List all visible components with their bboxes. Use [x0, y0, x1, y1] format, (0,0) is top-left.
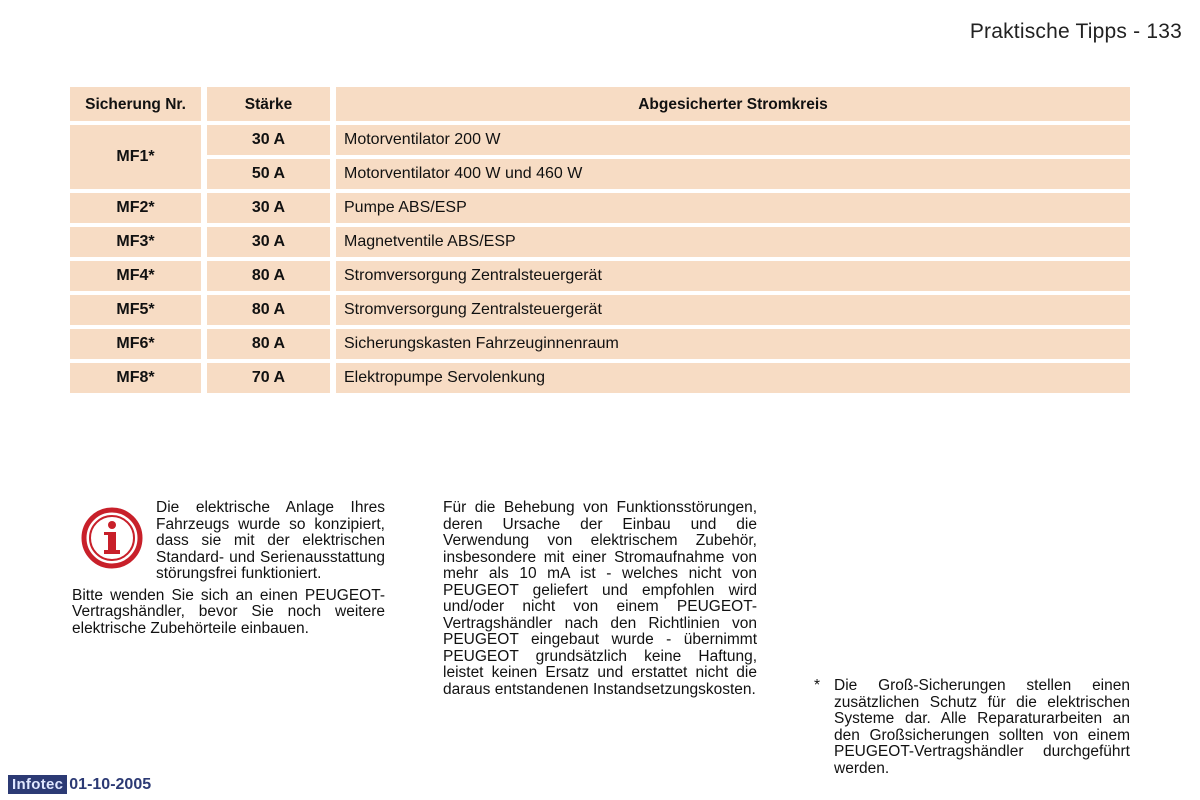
footnote-text: Die Groß-Sicherungen stellen einen zusätzlichen Schutz für die elektrischen Systeme dar. Alle Reparaturarbeiten an den Großsicherungen sollten von einem PEUGEOT-Vertragshändler durchgeführt werden. [834, 677, 1130, 777]
fuse-circuit-cell: Stromversorgung Zentralsteuergerät [336, 261, 1130, 291]
table-row [70, 295, 1130, 325]
fuse-rating-cell: 70 A [207, 363, 330, 393]
info-paragraph-1: Die elektrische Anlage Ihres Fahrzeugs wurde so konzipiert, dass sie mit der elektrischen Standard- und Serienausstattung störungsfrei funktioniert. [156, 499, 385, 582]
table-row [70, 159, 1130, 189]
fuse-nr-cell: MF3* [70, 227, 201, 257]
footnote-star: * [814, 677, 821, 694]
fuse-circuit-cell: Motorventilator 400 W und 460 W [336, 159, 1130, 189]
table-row [70, 363, 1130, 393]
fuse-rating-cell: 80 A [207, 295, 330, 325]
fuse-nr-cell: MF6* [70, 329, 201, 359]
liability-notice [443, 500, 757, 698]
infotec-logo: Infotec [8, 775, 67, 794]
table-header-row [70, 87, 1130, 121]
table-row [70, 125, 1130, 155]
fuse-rating-cell: 30 A [207, 193, 330, 223]
table-row [70, 261, 1130, 291]
footer-date: 01-10-2005 [69, 775, 152, 793]
table-row [70, 227, 1130, 257]
table-row [70, 193, 1130, 223]
info-paragraph-2: Bitte wenden Sie sich an einen PEUGEOT-Vertragshändler, bevor Sie noch weitere elektrische Zubehörteile einbauen. [72, 586, 385, 637]
fuse-nr-cell: MF2* [70, 193, 201, 223]
info-icon [80, 506, 144, 570]
fuse-circuit-cell: Elektropumpe Servolenkung [336, 363, 1130, 393]
fuse-rating-cell: 80 A [207, 329, 330, 359]
fuse-nr-cell: MF8* [70, 363, 201, 393]
info-notice [72, 500, 385, 637]
fuse-circuit-cell: Pumpe ABS/ESP [336, 193, 1130, 223]
fuse-circuit-cell: Motorventilator 200 W [336, 125, 1130, 155]
fuse-circuit-cell: Magnetventile ABS/ESP [336, 227, 1130, 257]
header-stromkreis: Abgesicherter Stromkreis [336, 87, 1130, 121]
fuse-table [70, 83, 1130, 397]
fuse-rating-cell: 30 A [207, 227, 330, 257]
header-sicherung-nr: Sicherung Nr. [70, 87, 201, 121]
fuse-circuit-cell: Stromversorgung Zentralsteuergerät [336, 295, 1130, 325]
page-title: Praktische Tipps - 133 [969, 20, 1182, 43]
fuse-rating-cell: 50 A [207, 159, 330, 189]
footnote [814, 678, 1130, 777]
header-staerke: Stärke [207, 87, 330, 121]
footer [8, 775, 151, 794]
fuse-nr-cell: MF1* [70, 125, 201, 189]
fuse-nr-cell: MF4* [70, 261, 201, 291]
fuse-nr-cell: MF5* [70, 295, 201, 325]
liability-paragraph: Für die Behebung von Funktionsstörungen, deren Ursache der Einbau und die Verwendung von elektrischem Zubehör, insbesondere mit einer Stromaufnahme von mehr als 10 mA ist - welches nicht von PEUGEOT geliefert und empfohlen wird und/oder nicht von einem PEUGEOT-Vertragshändler nach den Richtlinien von PEUGEOT eingebaut wurde - übernimmt PEUGEOT grundsätzlich keine Haftung, leistet keinen Ersatz und erstattet nicht die daraus entstandenen Instandsetzungskosten. [443, 499, 757, 698]
fuse-rating-cell: 80 A [207, 261, 330, 291]
table-row [70, 329, 1130, 359]
fuse-rating-cell: 30 A [207, 125, 330, 155]
fuse-circuit-cell: Sicherungskasten Fahrzeuginnenraum [336, 329, 1130, 359]
